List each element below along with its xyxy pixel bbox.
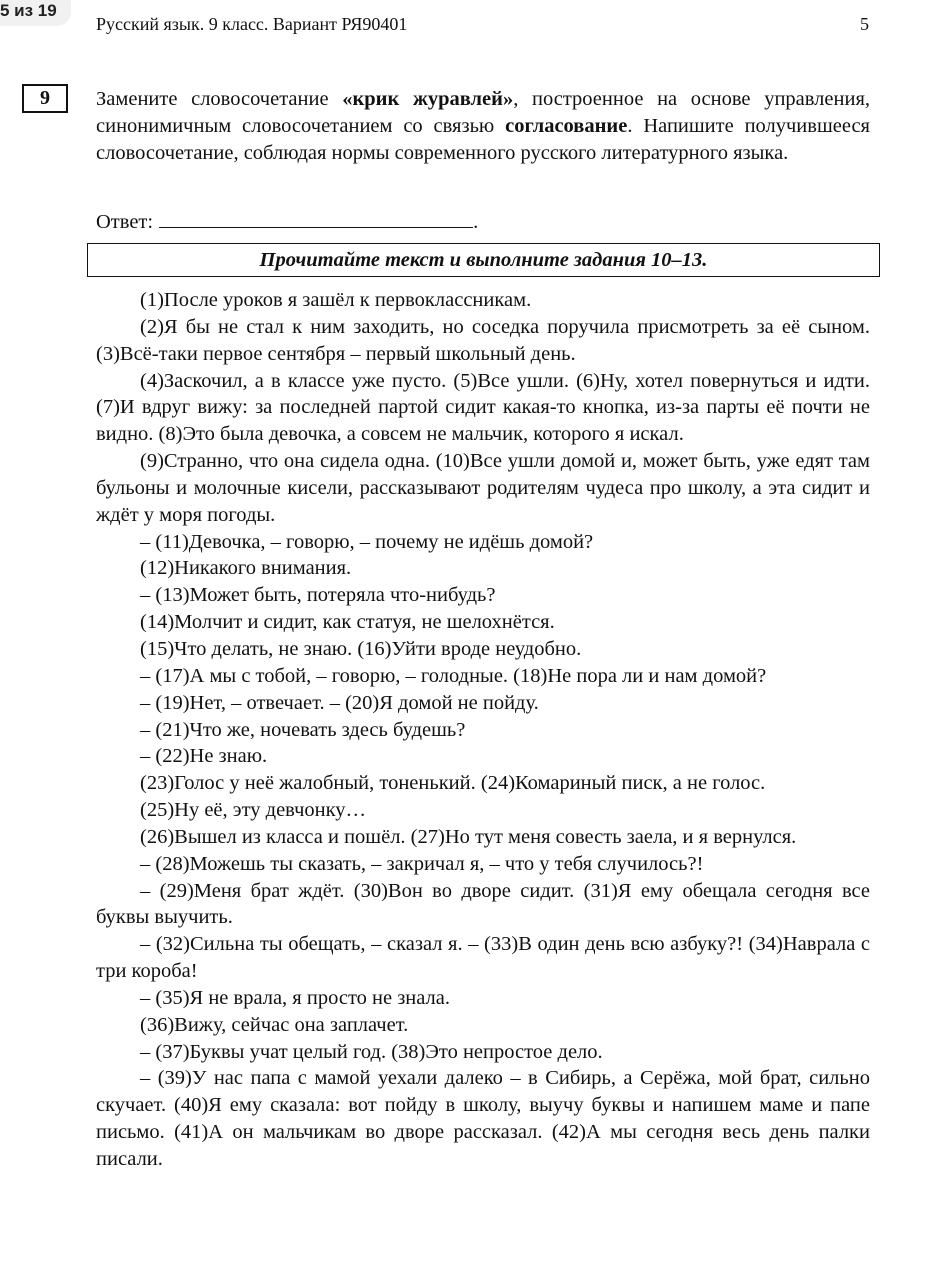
story-paragraph: (2)Я бы не стал к ним заходить, но соседка поручила присмотреть за её сыном. (3)Всё-таки первое сентября – первый школьный день.	[96, 315, 870, 365]
story-paragraph: – (11)Девочка, – говорю, – почему не идёшь домой?	[140, 530, 594, 553]
answer-blank-line[interactable]	[159, 209, 473, 228]
answer-end: .	[473, 211, 479, 233]
story-paragraph: (23)Голос у неё жалобный, тоненький. (24)Комариный писк, а не голос.	[140, 772, 766, 795]
story-paragraph: – (29)Меня брат ждёт. (30)Вон во дворе сидит. (31)Я ему обещала сегодня все буквы выучить.	[96, 879, 870, 929]
header-page-number: 5	[860, 14, 869, 34]
story-paragraph: (14)Молчит и сидит, как статуя, не шелохнётся.	[140, 611, 555, 634]
story-paragraph: (12)Никакого внимания.	[140, 557, 352, 580]
page-counter-badge: 5 из 19	[0, 0, 71, 26]
story-paragraph: (4)Заскочил, а в классе уже пусто. (5)Все ушли. (6)Ну, хотел повернуться и идти. (7)И вдруг вижу: за последней партой сидит какая-то кнопка, из-за парты её почти не видно. (8)Это была девочка, а совсем не мальчик, которого я искал.	[96, 369, 870, 446]
story-paragraph: – (19)Нет, – отвечает. – (20)Я домой не пойду.	[140, 691, 539, 714]
story-paragraph: – (28)Можешь ты сказать, – закричал я, – что у тебя случилось?!	[140, 852, 704, 875]
header-title: Русский язык. 9 класс. Вариант РЯ90401	[96, 14, 408, 34]
task-text-part-3: . Напишите получившееся словосочетание, соблюдая нормы современного русского литературного языка.	[96, 115, 870, 164]
story-paragraph: (1)После уроков я зашёл к первоклассникам.	[140, 289, 532, 311]
task-instruction	[96, 86, 870, 167]
story-paragraph: (15)Что делать, не знаю. (16)Уйти вроде неудобно.	[140, 637, 582, 660]
reading-instruction-banner: Прочитайте текст и выполните задания 10–13.	[87, 243, 880, 277]
story-paragraph: (36)Вижу, сейчас она заплачет.	[140, 1013, 409, 1036]
story-paragraph: (9)Странно, что она сидела одна. (10)Все ушли домой и, может быть, уже едят там бульоны и молочные кисели, рассказывают родителям чудеса про школу, а эта сидит и ждёт у моря погоды.	[96, 450, 870, 526]
story-paragraph: – (37)Буквы учат целый год. (38)Это непростое дело.	[140, 1040, 603, 1063]
task-text-part-1: Замените словосочетание	[96, 88, 343, 110]
story-text	[96, 287, 870, 1173]
answer-label: Ответ:	[96, 211, 154, 233]
story-paragraph: – (21)Что же, ночевать здесь будешь?	[140, 718, 466, 741]
answer-row	[96, 209, 478, 236]
task-number-box: 9	[22, 84, 68, 113]
story-paragraph: – (32)Сильна ты обещать, – сказал я. – (33)В один день всю азбуку?! (34)Наврала с три короба!	[96, 933, 870, 983]
task-link-type: согласование	[505, 115, 628, 137]
task-text-part-2: , построенное на основе управления, синонимичным словосочетанием со связью	[96, 88, 870, 137]
task-phrase: «крик журавлей»	[342, 88, 514, 110]
story-paragraph: – (13)Может быть, потеряла что-нибудь?	[140, 584, 496, 607]
story-paragraph: – (39)У нас папа с мамой уехали далеко – в Сибирь, а Серёжа, мой брат, сильно скучает. (40)Я ему сказала: вот пойду в школу, выучу буквы и напишем маме и папе письмо. (41)А он мальчикам во дворе рассказал. (42)А мы сегодня весь день палки писали.	[96, 1067, 870, 1170]
story-paragraph: (25)Ну её, эту девчонку…	[140, 799, 367, 822]
story-paragraph: (26)Вышел из класса и пошёл. (27)Но тут меня совесть заела, и я вернулся.	[140, 825, 797, 848]
story-paragraph: – (35)Я не врала, я просто не знала.	[140, 986, 451, 1009]
story-paragraph: – (22)Не знаю.	[140, 745, 268, 768]
page-header	[96, 12, 869, 36]
story-paragraph: – (17)А мы с тобой, – говорю, – голодные. (18)Не пора ли и нам домой?	[140, 664, 767, 687]
